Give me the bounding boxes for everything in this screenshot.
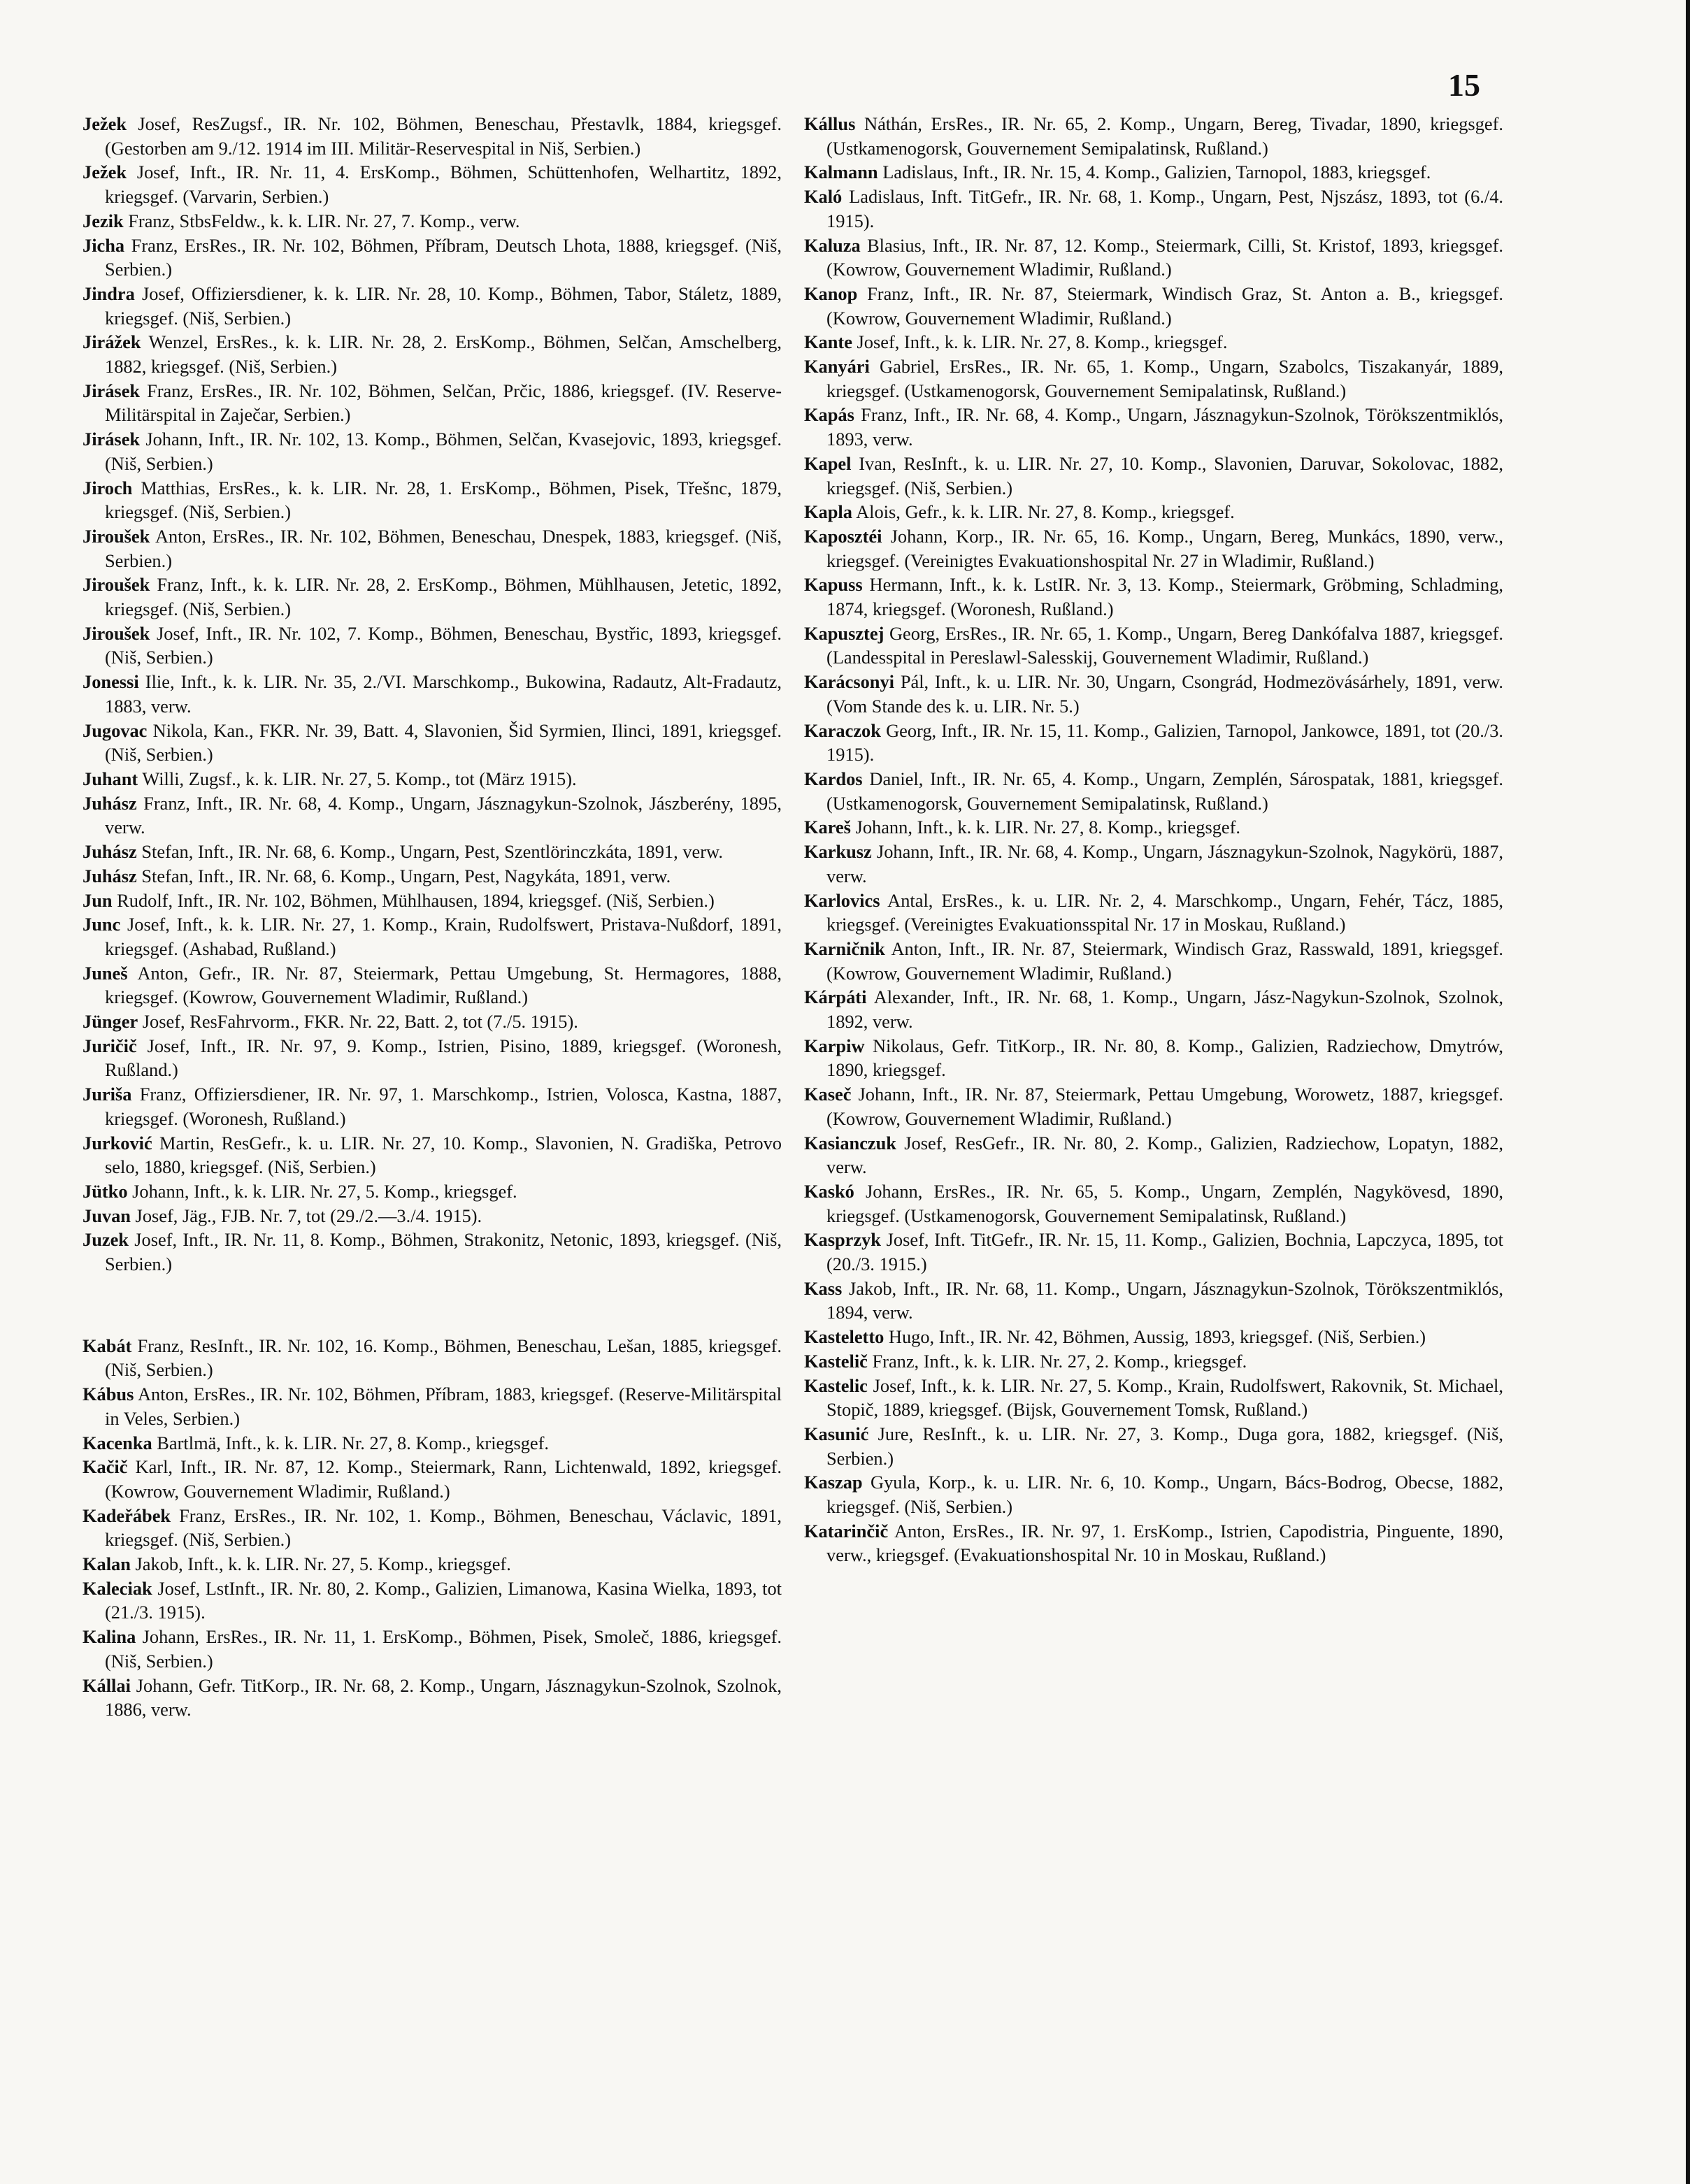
- left-column: [83, 112, 782, 1722]
- entry-surname: Juhász: [83, 865, 137, 886]
- entry-surname: Kaposztéi: [804, 525, 882, 547]
- entry-details: Johann, Korp., IR. Nr. 65, 16. Komp., Ungarn, Bereg, Munkács, 1890, verw., kriegsgef. (Vereinigtes Evakuationshospital Nr. 27 in Wladimir, Rußland.): [826, 525, 1503, 571]
- entry-surname: Jiroušek: [83, 525, 150, 547]
- register-entry: [83, 840, 782, 864]
- entry-surname: Jicha: [83, 234, 125, 256]
- register-entry: [83, 1179, 782, 1204]
- page-edge-shadow: [1686, 0, 1690, 2184]
- entry-details: Johann, Inft., IR. Nr. 87, Steiermark, Pettau Umgebung, Worowetz, 1887, kriegsgef. (Kowrow, Gouvernement Wladimir, Rußland.): [826, 1084, 1503, 1129]
- register-entry: [804, 1374, 1503, 1422]
- register-entry: [804, 452, 1503, 500]
- entry-details: Alexander, Inft., IR. Nr. 68, 1. Komp., Ungarn, Jász-Nagykun-Szolnok, Szolnok, 1892, verw.: [826, 986, 1503, 1033]
- entry-details: Josef, Inft., k. k. LIR. Nr. 27, 1. Komp., Krain, Rudolfswert, Pristava-Nußdorf, 1891, kriegsgef. (Ashabad, Rußland.): [105, 914, 782, 959]
- entry-details: Josef, Inft., IR. Nr. 102, 7. Komp., Böhmen, Beneschau, Bystřic, 1893, kriegsgef. (Niš, Serbien.): [105, 622, 782, 668]
- register-entry: [804, 889, 1503, 937]
- entry-surname: Kacenka: [83, 1432, 152, 1453]
- entry-surname: Jirážek: [83, 331, 141, 353]
- entry-surname: Kardos: [804, 768, 863, 789]
- entry-details: Gabriel, ErsRes., IR. Nr. 65, 1. Komp., Ungarn, Szabolcs, Tiszakanyár, 1889, kriegsgef. (Ustkamenogorsk, Gouvernement Semipalatinsk, Rußland.): [826, 356, 1503, 401]
- entry-details: Johann, ErsRes., IR. Nr. 65, 5. Komp., Ungarn, Zemplén, Nagykövesd, 1890, kriegsgef. (Ustkamenogorsk, Gouvernement Semipalatinsk, Rußland.): [826, 1180, 1503, 1226]
- entry-details: Antal, ErsRes., k. u. LIR. Nr. 2, 4. Marschkomp., Ungarn, Fehér, Tácz, 1885, kriegsgef. (Vereinigtes Evakuationsspital Nr. 17 in Moskau, Rußland.): [826, 889, 1503, 935]
- register-entry: [804, 1422, 1503, 1470]
- register-entry: [83, 1504, 782, 1552]
- register-entry: [83, 889, 782, 913]
- entry-details: Jure, ResInft., k. u. LIR. Nr. 27, 3. Komp., Duga gora, 1882, kriegsgef. (Niš, Serbien.): [826, 1423, 1503, 1469]
- entry-surname: Kalmann: [804, 161, 878, 183]
- entry-surname: Kapás: [804, 404, 854, 426]
- entry-details: Georg, ErsRes., IR. Nr. 65, 1. Komp., Ungarn, Bereg Dankófalva 1887, kriegsgef. (Landesspital in Pereslawl-Salesskij, Gouvernement Wladimir, Rußland.): [826, 622, 1503, 668]
- entry-details: Ladislaus, Inft. TitGefr., IR. Nr. 68, 1. Komp., Ungarn, Pest, Njszász, 1893, tot (6./4. 1915).: [826, 186, 1503, 231]
- register-entry: [804, 985, 1503, 1033]
- register-entry: [83, 1576, 782, 1625]
- register-entry: [83, 209, 782, 234]
- entry-surname: Jirásek: [83, 429, 141, 450]
- entry-surname: Jurković: [83, 1132, 152, 1154]
- register-entry: [804, 160, 1503, 185]
- register-entry: [804, 1082, 1503, 1130]
- register-entry: [804, 282, 1503, 330]
- entry-surname: Ježek: [83, 161, 127, 183]
- register-entry: [83, 427, 782, 475]
- entry-surname: Juričič: [83, 1035, 137, 1056]
- register-entry: [804, 719, 1503, 767]
- entry-surname: Kasprzyk: [804, 1229, 881, 1251]
- entry-details: Anton, ErsRes., IR. Nr. 97, 1. ErsKomp., Istrien, Capodistria, Pinguente, 1890, verw., kriegsgef. (Evakuationshospital Nr. 10 in Moskau, Rußland.): [826, 1520, 1503, 1566]
- register-entry: [83, 112, 782, 160]
- entry-details: Rudolf, Inft., IR. Nr. 102, Böhmen, Mühlhausen, 1894, kriegsgef. (Niš, Serbien.): [112, 889, 715, 911]
- register-entry: [804, 1325, 1503, 1349]
- entry-details: Stefan, Inft., IR. Nr. 68, 6. Komp., Ungarn, Pest, Nagykáta, 1891, verw.: [136, 865, 671, 886]
- entry-details: Matthias, ErsRes., k. k. LIR. Nr. 28, 1. ErsKomp., Böhmen, Pisek, Třešnc, 1879, kriegsgef. (Niš, Serbien.): [105, 477, 782, 523]
- register-entry: [804, 500, 1503, 524]
- entry-surname: Kaleciak: [83, 1577, 152, 1599]
- entry-surname: Kállus: [804, 113, 856, 134]
- entry-details: Franz, ResInft., IR. Nr. 102, 16. Komp., Böhmen, Beneschau, Lešan, 1885, kriegsgef. (Niš, Serbien.): [105, 1335, 782, 1381]
- left-entries-list: [83, 112, 782, 1277]
- entry-details: Johann, Gefr. TitKorp., IR. Nr. 68, 2. Komp., Ungarn, Jásznagykun-Szolnok, Szolnok, 1886, verw.: [105, 1674, 782, 1720]
- entry-surname: Kapuss: [804, 574, 863, 596]
- register-entry: [83, 1552, 782, 1576]
- register-entry: [83, 234, 782, 282]
- register-entry: [83, 1674, 782, 1722]
- entry-details: Franz, ErsRes., IR. Nr. 102, Böhmen, Selčan, Prčic, 1886, kriegsgef. (IV. Reserve-Militärspital in Zaječar, Serbien.): [105, 380, 782, 426]
- entry-surname: Kaló: [804, 186, 843, 208]
- entry-surname: Juvan: [83, 1205, 131, 1226]
- register-entry: [804, 1349, 1503, 1374]
- entry-surname: Jezik: [83, 210, 124, 231]
- entry-surname: Kanop: [804, 282, 858, 304]
- entry-surname: Kastelič: [804, 1350, 868, 1372]
- entry-details: Hermann, Inft., k. k. LstIR. Nr. 3, 13. Komp., Steiermark, Gröbming, Schladming, 1874, kriegsgef. (Woronesh, Rußland.): [826, 574, 1503, 620]
- entry-surname: Kass: [804, 1277, 843, 1299]
- register-entry: [804, 1277, 1503, 1325]
- entry-details: Alois, Gefr., k. k. LIR. Nr. 27, 8. Komp., kriegsgef.: [852, 501, 1235, 523]
- register-entry: [83, 622, 782, 670]
- register-entry: [804, 1228, 1503, 1276]
- register-entry: [804, 524, 1503, 573]
- register-entry: [83, 1204, 782, 1228]
- entry-surname: Kalina: [83, 1626, 136, 1648]
- entry-surname: Kaseč: [804, 1084, 852, 1105]
- register-entry: [83, 1082, 782, 1130]
- entry-surname: Juhász: [83, 792, 137, 814]
- entry-details: Franz, ErsRes., IR. Nr. 102, Böhmen, Příbram, Deutsch Lhota, 1888, kriegsgef. (Niš, Serbien.): [105, 234, 782, 280]
- register-entry: [83, 1131, 782, 1179]
- register-entry: [804, 234, 1503, 282]
- entry-surname: Karaczok: [804, 719, 881, 741]
- register-entry: [804, 815, 1503, 840]
- entry-details: Anton, ErsRes., IR. Nr. 102, Böhmen, Příbram, 1883, kriegsgef. (Reserve-Militärspital in Veles, Serbien.): [105, 1384, 782, 1429]
- entry-details: Martin, ResGefr., k. u. LIR. Nr. 27, 10. Komp., Slavonien, N. Gradiška, Petrovo selo, 1880, kriegsgef. (Niš, Serbien.): [105, 1132, 782, 1178]
- register-entry: [83, 1334, 782, 1382]
- entry-details: Josef, ResGefr., IR. Nr. 80, 2. Komp., Galizien, Radziechow, Lopatyn, 1882, verw.: [826, 1132, 1503, 1178]
- register-entry: [83, 1455, 782, 1503]
- entry-surname: Kalan: [83, 1553, 131, 1575]
- entry-surname: Kastelic: [804, 1374, 868, 1396]
- entry-details: Franz, Inft., IR. Nr. 68, 4. Komp., Ungarn, Jásznagykun-Szolnok, Törökszentmiklós, 1893, verw.: [826, 404, 1503, 450]
- entry-details: Ilie, Inft., k. k. LIR. Nr. 35, 2./VI. Marschkomp., Bukowina, Radautz, Alt-Fradautz, 1883, verw.: [105, 671, 782, 717]
- right-entries-list: [804, 112, 1503, 1567]
- register-entry: [83, 1228, 782, 1276]
- entry-details: Josef, Inft. TitGefr., IR. Nr. 15, 11. Komp., Galizien, Bochnia, Lapczyca, 1895, tot (20./3. 1915.): [826, 1229, 1503, 1275]
- entry-surname: Kaluza: [804, 234, 861, 256]
- register-entry: [804, 1131, 1503, 1179]
- register-entry: [83, 1431, 782, 1456]
- register-entry: [83, 330, 782, 378]
- entry-details: Josef, ResZugsf., IR. Nr. 102, Böhmen, Beneschau, Přestavlk, 1884, kriegsgef. (Gestorben am 9./12. 1914 im III. Militär-Reservespital in Niš, Serbien.): [105, 113, 782, 159]
- register-entry: [804, 185, 1503, 233]
- register-entry: [83, 476, 782, 524]
- section-gap: [83, 1277, 782, 1334]
- entry-surname: Kareš: [804, 817, 851, 838]
- entry-surname: Juneš: [83, 962, 128, 984]
- entry-surname: Kabát: [83, 1335, 132, 1356]
- register-entry: [804, 767, 1503, 815]
- entry-details: Wenzel, ErsRes., k. k. LIR. Nr. 28, 2. ErsKomp., Böhmen, Selčan, Amschelberg, 1882, kriegsgef. (Niš, Serbien.): [105, 331, 782, 378]
- entry-surname: Juzek: [83, 1229, 129, 1251]
- register-entry: [804, 937, 1503, 985]
- entry-surname: Kapusztej: [804, 622, 885, 644]
- entry-details: Johann, ErsRes., IR. Nr. 11, 1. ErsKomp., Böhmen, Pisek, Smoleč, 1886, kriegsgef. (Niš, Serbien.): [105, 1626, 782, 1672]
- register-entry: [83, 864, 782, 889]
- entry-surname: Kapla: [804, 501, 852, 523]
- entry-surname: Karlovics: [804, 889, 880, 911]
- entry-surname: Jindra: [83, 282, 135, 304]
- entry-details: Josef, Inft., k. k. LIR. Nr. 27, 5. Komp., Krain, Rudolfswert, Rakovnik, St. Michael, Stopič, 1889, kriegsgef. (Bijsk, Gouvernement Tomsk, Rußland.): [826, 1374, 1503, 1421]
- entry-surname: Ježek: [83, 113, 127, 134]
- entry-surname: Kasteletto: [804, 1326, 885, 1348]
- entry-details: Gyula, Korp., k. u. LIR. Nr. 6, 10. Komp., Ungarn, Bács-Bodrog, Obecse, 1882, kriegsgef. (Niš, Serbien.): [826, 1472, 1503, 1518]
- register-entry: [83, 1034, 782, 1082]
- entry-surname: Katarinčič: [804, 1520, 889, 1542]
- register-entry: [83, 573, 782, 621]
- entry-surname: Kante: [804, 331, 852, 353]
- entry-surname: Kállai: [83, 1674, 131, 1696]
- entry-surname: Jiroušek: [83, 574, 150, 596]
- entry-details: Johann, Inft., IR. Nr. 102, 13. Komp., Böhmen, Selčan, Kvasejovic, 1893, kriegsgef. (Niš, Serbien.): [105, 429, 782, 474]
- entry-details: Anton, Gefr., IR. Nr. 87, Steiermark, Pettau Umgebung, St. Hermagores, 1888, kriegsgef. (Kowrow, Gouvernement Wladimir, Rußland.): [105, 962, 782, 1008]
- entry-surname: Karácsonyi: [804, 671, 895, 693]
- entry-surname: Juriša: [83, 1084, 132, 1105]
- entry-details: Nikola, Kan., FKR. Nr. 39, Batt. 4, Slavonien, Šid Syrmien, Ilinci, 1891, kriegsgef. (Niš, Serbien.): [105, 719, 782, 766]
- register-entry: [83, 791, 782, 840]
- entry-details: Josef, ResFahrvorm., FKR. Nr. 22, Batt. 2, tot (7./5. 1915).: [138, 1011, 578, 1033]
- entry-details: Franz, Inft., IR. Nr. 68, 4. Komp., Ungarn, Jásznagykun-Szolnok, Jászberény, 1895, verw.: [105, 792, 782, 838]
- entry-details: Johann, Inft., IR. Nr. 68, 4. Komp., Ungarn, Jásznagykun-Szolnok, Nagykörü, 1887, verw.: [826, 841, 1503, 886]
- entry-details: Anton, ErsRes., IR. Nr. 102, Böhmen, Beneschau, Dnespek, 1883, kriegsgef. (Niš, Serbien.): [105, 525, 782, 571]
- entry-surname: Karničnik: [804, 937, 885, 959]
- entry-details: Johann, Inft., k. k. LIR. Nr. 27, 8. Komp., kriegsgef.: [850, 817, 1241, 838]
- entry-details: Hugo, Inft., IR. Nr. 42, Böhmen, Aussig, 1893, kriegsgef. (Niš, Serbien.): [884, 1326, 1426, 1348]
- entry-surname: Kapel: [804, 452, 852, 474]
- entry-details: Náthán, ErsRes., IR. Nr. 65, 2. Komp., Ungarn, Bereg, Tivadar, 1890, kriegsgef. (Ustkamenogorsk, Gouvernement Semipalatinsk, Rußland.): [826, 113, 1503, 159]
- entry-details: Blasius, Inft., IR. Nr. 87, 12. Komp., Steiermark, Cilli, St. Kristof, 1893, kriegsgef. (Kowrow, Gouvernement Wladimir, Rußland.): [826, 234, 1503, 280]
- entry-details: Ivan, ResInft., k. u. LIR. Nr. 27, 10. Komp., Slavonien, Daruvar, Sokolovac, 1882, kriegsgef. (Niš, Serbien.): [826, 452, 1503, 498]
- entry-details: Jakob, Inft., IR. Nr. 68, 11. Komp., Ungarn, Jásznagykun-Szolnok, Törökszentmiklós, 1894, verw.: [826, 1277, 1503, 1323]
- entry-surname: Junc: [83, 914, 121, 935]
- entry-surname: Kasunić: [804, 1423, 869, 1444]
- page-number: 15: [1448, 67, 1480, 103]
- entry-surname: Jiroch: [83, 477, 133, 498]
- entry-surname: Kaskó: [804, 1180, 854, 1202]
- entry-surname: Jütko: [83, 1180, 128, 1202]
- entry-surname: Jirásek: [83, 380, 141, 401]
- entry-surname: Kasianczuk: [804, 1132, 896, 1154]
- entry-details: Daniel, Inft., IR. Nr. 65, 4. Komp., Ungarn, Zemplén, Sárospatak, 1881, kriegsgef. (Ustkamenogorsk, Gouvernement Semipalatinsk, Rußland.): [826, 768, 1503, 814]
- entry-surname: Jun: [83, 889, 113, 911]
- entry-details: Georg, Inft., IR. Nr. 15, 11. Komp., Galizien, Tarnopol, Jankowce, 1891, tot (20./3. 1915).: [826, 719, 1503, 766]
- register-entry: [804, 622, 1503, 670]
- entry-details: Josef, Jäg., FJB. Nr. 7, tot (29./2.—3./4. 1915).: [130, 1205, 482, 1226]
- entry-details: Franz, Inft., IR. Nr. 87, Steiermark, Windisch Graz, St. Anton a. B., kriegsgef. (Kowrow, Gouvernement Wladimir, Rußland.): [826, 282, 1503, 329]
- entry-surname: Kačič: [83, 1456, 128, 1478]
- register-entry: [83, 719, 782, 767]
- register-entry: [804, 840, 1503, 888]
- entry-details: Josef, Inft., IR. Nr. 11, 8. Komp., Böhmen, Strakonitz, Netonic, 1893, kriegsgef. (Niš, Serbien.): [105, 1229, 782, 1275]
- entry-details: Franz, Inft., k. k. LIR. Nr. 27, 2. Komp., kriegsgef.: [867, 1350, 1247, 1372]
- entry-surname: Kárpáti: [804, 986, 867, 1008]
- register-entry: [804, 670, 1503, 718]
- entry-details: Johann, Inft., k. k. LIR. Nr. 27, 5. Komp., kriegsgef.: [127, 1180, 517, 1202]
- register-entry: [804, 330, 1503, 354]
- register-entry: [83, 670, 782, 718]
- entry-surname: Karkusz: [804, 841, 872, 863]
- entry-details: Karl, Inft., IR. Nr. 87, 12. Komp., Steiermark, Rann, Lichtenwald, 1892, kriegsgef. (Kowrow, Gouvernement Wladimir, Rußland.): [105, 1456, 782, 1502]
- entry-details: Franz, Inft., k. k. LIR. Nr. 28, 2. ErsKomp., Böhmen, Mühlhausen, Jetetic, 1892, kriegsgef. (Niš, Serbien.): [105, 574, 782, 620]
- entry-details: Jakob, Inft., k. k. LIR. Nr. 27, 5. Komp., kriegsgef.: [130, 1553, 511, 1575]
- left-k-entries-list: [83, 1334, 782, 1722]
- entry-details: Josef, Inft., IR. Nr. 97, 9. Komp., Istrien, Pisino, 1889, kriegsgef. (Woronesh, Rußland.): [105, 1035, 782, 1081]
- register-entry: [804, 403, 1503, 451]
- register-entry: [804, 1179, 1503, 1228]
- entry-details: Bartlmä, Inft., k. k. LIR. Nr. 27, 8. Komp., kriegsgef.: [152, 1432, 550, 1453]
- register-entry: [804, 1470, 1503, 1518]
- entry-details: Josef, Inft., IR. Nr. 11, 4. ErsKomp., Böhmen, Schüttenhofen, Welhartitz, 1892, kriegsgef. (Varvarin, Serbien.): [105, 161, 782, 208]
- entry-details: Franz, Offiziersdiener, IR. Nr. 97, 1. Marschkomp., Istrien, Volosca, Kastna, 1887, kriegsgef. (Woronesh, Rußland.): [105, 1084, 782, 1129]
- register-entry: [804, 112, 1503, 160]
- entry-surname: Jiroušek: [83, 622, 150, 644]
- entry-surname: Jünger: [83, 1011, 138, 1033]
- entry-surname: Juhant: [83, 768, 138, 789]
- register-entry: [804, 1519, 1503, 1567]
- entry-surname: Karpiw: [804, 1035, 865, 1056]
- entry-details: Ladislaus, Inft., IR. Nr. 15, 4. Komp., Galizien, Tarnopol, 1883, kriegsgef.: [878, 161, 1431, 183]
- entry-surname: Juhász: [83, 841, 137, 863]
- register-entry: [83, 379, 782, 427]
- register-entry: [83, 961, 782, 1010]
- entry-surname: Kábus: [83, 1384, 134, 1405]
- register-entry: [804, 573, 1503, 621]
- entry-surname: Jonessi: [83, 671, 139, 693]
- entry-details: Stefan, Inft., IR. Nr. 68, 6. Komp., Ungarn, Pest, Szentlörinczkáta, 1891, verw.: [136, 841, 723, 863]
- entry-details: Anton, Inft., IR. Nr. 87, Steiermark, Windisch Graz, Rasswald, 1891, kriegsgef. (Kowrow, Gouvernement Wladimir, Rußland.): [826, 937, 1503, 984]
- entry-details: Nikolaus, Gefr. TitKorp., IR. Nr. 80, 8. Komp., Galizien, Radziechow, Dmytrów, 1890, kriegsgef.: [826, 1035, 1503, 1081]
- entry-details: Josef, Offiziersdiener, k. k. LIR. Nr. 28, 10. Komp., Böhmen, Tabor, Stáletz, 1889, kriegsgef. (Niš, Serbien.): [105, 282, 782, 329]
- register-entry: [804, 354, 1503, 403]
- entry-surname: Kanyári: [804, 356, 870, 378]
- register-entry: [83, 1625, 782, 1673]
- register-entry: [83, 1010, 782, 1034]
- register-entry: [83, 1382, 782, 1430]
- entry-details: Josef, LstInft., IR. Nr. 80, 2. Komp., Galizien, Limanowa, Kasina Wielka, 1893, tot (21./3. 1915).: [105, 1577, 782, 1623]
- entry-surname: Jugovac: [83, 719, 148, 741]
- register-entry: [83, 524, 782, 573]
- register-entry: [83, 767, 782, 791]
- entry-details: Franz, StbsFeldw., k. k. LIR. Nr. 27, 7. Komp., verw.: [123, 210, 520, 231]
- register-entry: [804, 1034, 1503, 1082]
- register-entry: [83, 160, 782, 208]
- register-entry: [83, 282, 782, 330]
- right-column: [804, 112, 1503, 1567]
- entry-details: Pál, Inft., k. u. LIR. Nr. 30, Ungarn, Csongrád, Hodmezövásárhely, 1891, verw. (Vom Stande des k. u. LIR. Nr. 5.): [826, 671, 1503, 717]
- entry-details: Josef, Inft., k. k. LIR. Nr. 27, 8. Komp., kriegsgef.: [852, 331, 1228, 353]
- register-entry: [83, 912, 782, 961]
- entry-details: Franz, ErsRes., IR. Nr. 102, 1. Komp., Böhmen, Beneschau, Václavic, 1891, kriegsgef. (Niš, Serbien.): [105, 1504, 782, 1551]
- entry-surname: Kadeřábek: [83, 1504, 171, 1526]
- entry-surname: Kaszap: [804, 1472, 863, 1493]
- entry-details: Willi, Zugsf., k. k. LIR. Nr. 27, 5. Komp., tot (März 1915).: [138, 768, 577, 789]
